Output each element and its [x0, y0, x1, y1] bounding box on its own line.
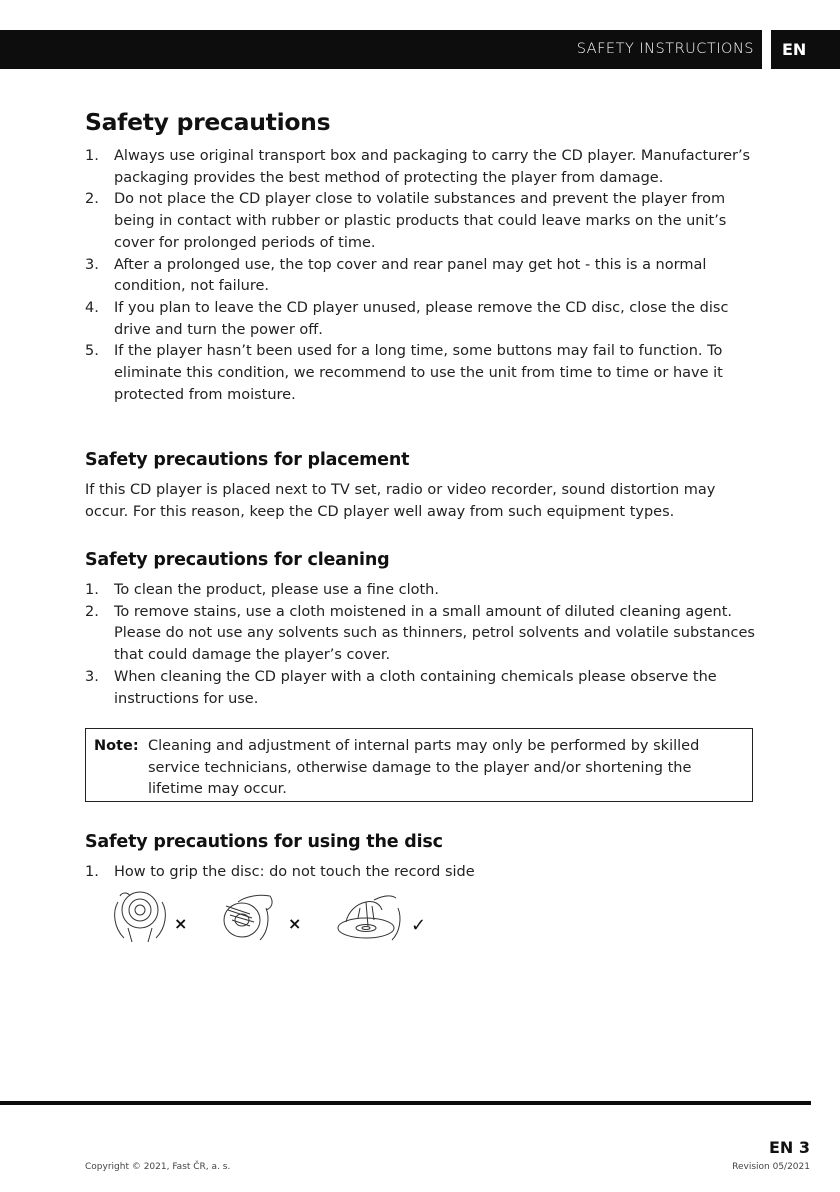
page-number: EN 3	[768, 1138, 810, 1157]
item-text: When cleaning the CD player with a cloth containing chemicals please observe the instructions for use.	[114, 668, 717, 707]
list-item	[85, 862, 755, 884]
item-number: 1.	[85, 864, 99, 880]
revision-text: Revision 05/2021	[732, 1162, 810, 1172]
copyright-text: Copyright © 2021, Fast ČR, a. s.	[85, 1162, 231, 1172]
list-item	[85, 341, 755, 406]
correct-check-icon: ✓	[411, 915, 427, 936]
language-tab-label: EN	[782, 40, 807, 59]
item-text: If the player hasn’t been used for a long time, some buttons may fail to function. To eliminate this condition, we recommend to use the unit from time to time or have it protected from moisture.	[114, 343, 723, 403]
note-label: Note:	[94, 738, 139, 754]
disc-heading: Safety precautions for using the disc	[85, 832, 443, 852]
list-item	[85, 580, 755, 602]
item-text: To clean the product, please use a fine cloth.	[114, 582, 439, 598]
item-number: 1.	[85, 582, 99, 598]
note-box	[85, 728, 753, 802]
item-number: 3.	[85, 256, 99, 273]
disc-touched-surface-icon	[224, 895, 272, 940]
placement-heading: Safety precautions for placement	[85, 450, 410, 470]
disc-list	[85, 862, 755, 884]
cleaning-list	[85, 580, 755, 710]
header-bar	[0, 30, 762, 69]
language-tab	[771, 30, 840, 69]
item-number: 2.	[85, 603, 99, 620]
item-number: 5.	[85, 343, 99, 360]
item-text: How to grip the disc: do not touch the record side	[114, 864, 475, 880]
disc-held-by-edge-icon	[338, 896, 400, 940]
item-text: Do not place the CD player close to volatile substances and prevent the player from being in contact with rubber or plastic products that could leave marks on the unit’s cover for prolonged periods of time.	[114, 191, 727, 251]
list-item	[85, 602, 755, 667]
placement-section	[85, 450, 755, 523]
list-item	[85, 146, 755, 189]
incorrect-mark-icon: ×	[288, 914, 302, 933]
item-text: To remove stains, use a cloth moistened in a small amount of diluted cleaning agent. Please do not use any solvents such as thinners, petrol solvents and volatile substances that could damage the player’s cover.	[114, 603, 755, 664]
footer-rule	[0, 1101, 811, 1105]
item-number: 1.	[85, 148, 99, 164]
disc-grip-illustrations	[108, 888, 448, 948]
list-item	[85, 189, 755, 254]
section-title: SAFETY INSTRUCTIONS	[576, 41, 754, 57]
item-number: 4.	[85, 299, 99, 316]
cleaning-section	[85, 550, 755, 710]
list-item	[85, 298, 755, 341]
incorrect-mark-icon: ×	[174, 914, 188, 933]
placement-text: If this CD player is placed next to TV set, radio or video recorder, sound distortion may occur. For this reason, keep the CD player well away from such equipment types.	[85, 482, 716, 520]
disc-held-by-face-icon	[115, 892, 166, 942]
item-number: 3.	[85, 668, 99, 685]
disc-section	[85, 832, 755, 884]
safety-section	[85, 108, 755, 406]
item-number: 2.	[85, 191, 99, 208]
item-text: Always use original transport box and packaging to carry the CD player. Manufacturer’s packaging provides the best method of protecting the player from damage.	[114, 148, 751, 186]
note-text: Cleaning and adjustment of internal parts may only be performed by skilled service technicians, otherwise damage to the player and/or shortening the lifetime may occur.	[148, 738, 700, 798]
list-item	[85, 667, 755, 710]
item-text: After a prolonged use, the top cover and rear panel may get hot - this is a normal condition, not failure.	[114, 256, 707, 295]
list-item	[85, 255, 755, 298]
safety-list	[85, 146, 755, 406]
page-title: Safety precautions	[85, 108, 331, 136]
item-text: If you plan to leave the CD player unused, please remove the CD disc, close the disc drive and turn the power off.	[114, 299, 729, 338]
cleaning-heading: Safety precautions for cleaning	[85, 550, 390, 570]
